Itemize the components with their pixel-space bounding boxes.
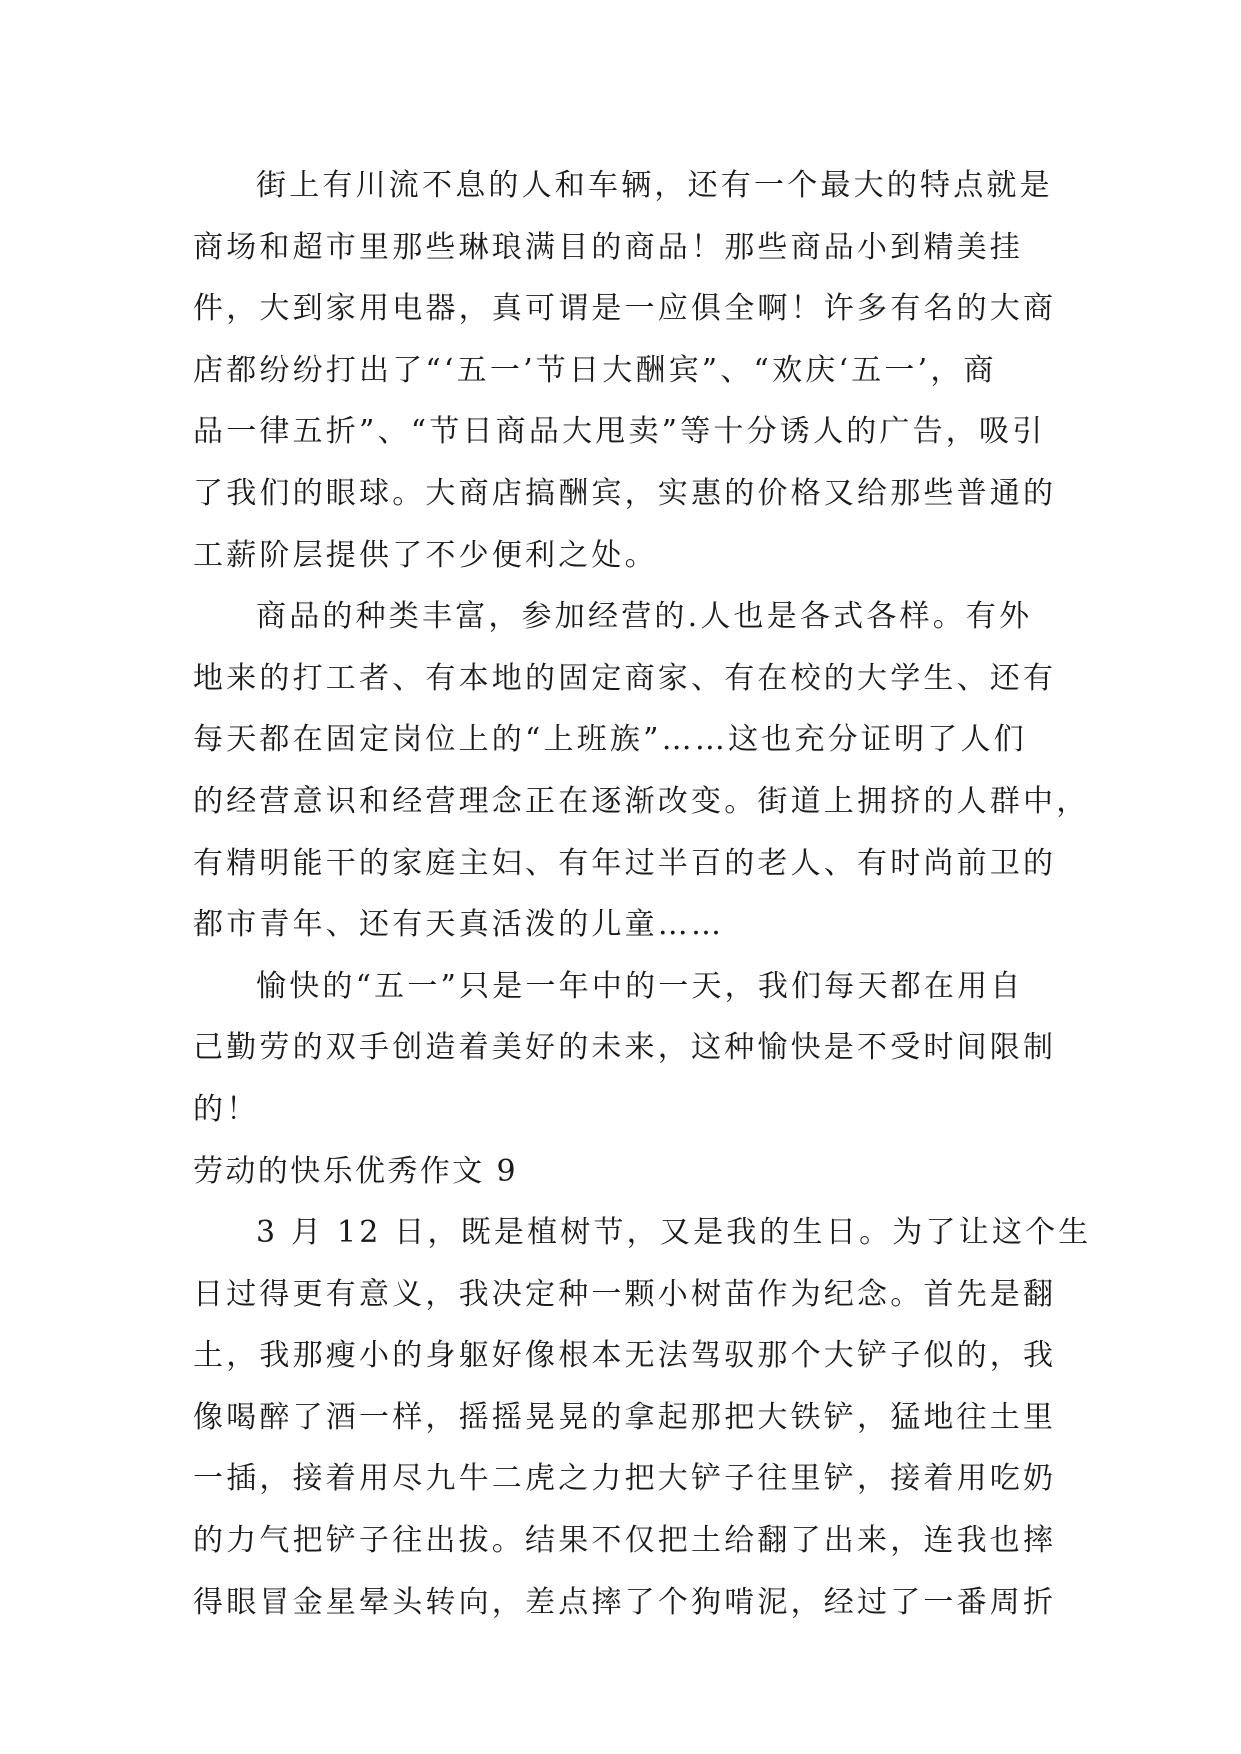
text-line: 己勤劳的双手创造着美好的未来，这种愉快是不受时间限制 <box>193 1030 1057 1066</box>
text-line: 街上有川流不息的人和车辆，还有一个最大的特点就是 <box>256 168 1053 203</box>
text-line: 像喝醉了酒一样，摇摇晃晃的拿起那把大铁铲，猛地往土里 <box>193 1399 1057 1435</box>
section-title: 劳动的快乐优秀作文 9 <box>193 1153 519 1189</box>
text-line: 得眼冒金星晕头转向，差点摔了个狗啃泥，经过了一番周折 <box>193 1584 1057 1620</box>
text-line: 愉快的“五一”只是一年中的一天，我们每天都在用自 <box>256 968 1024 1004</box>
text-line: 商品的种类丰富，参加经营的.人也是各式各样。有外 <box>256 599 1033 635</box>
text-line: 一插，接着用尽九牛二虎之力把大铲子往里铲，接着用吃奶 <box>193 1461 1057 1497</box>
text-line: 件，大到家用电器，真可谓是一应俱全啊！许多有名的大商 <box>193 291 1057 327</box>
document-body <box>193 155 1092 1633</box>
text-line: 的力气把铲子往出拔。结果不仅把土给翻了出来，连我也摔 <box>193 1523 1057 1559</box>
text-line: 的经营意识和经营理念正在逐渐改变。街道上拥挤的人群中， <box>193 783 1090 819</box>
text-line: 土，我那瘦小的身躯好像根本无法驾驭那个大铲子似的，我 <box>193 1338 1057 1374</box>
text-line: 有精明能干的家庭主妇、有年过半百的老人、有时尚前卫的 <box>193 845 1057 881</box>
text-line: 的！ <box>193 1091 260 1127</box>
text-line: 商场和超市里那些琳琅满目的商品！那些商品小到精美挂 <box>193 229 1023 265</box>
text-line: 都市青年、还有天真活泼的儿童…… <box>193 907 725 943</box>
text-line: 店都纷纷打出了“‘五一’节日大酬宾”、“欢庆‘五一’，商 <box>193 352 997 388</box>
text-line: 工薪阶层提供了不少便利之处。 <box>193 537 658 573</box>
text-line: 品一律五折”、“节日商品大甩卖”等十分诱人的广告，吸引 <box>193 414 1046 450</box>
text-line: 地来的打工者、有本地的固定商家、有在校的大学生、还有 <box>193 660 1057 696</box>
text-line: 日过得更有意义，我决定种一颗小树苗作为纪念。首先是翻 <box>193 1276 1057 1312</box>
text-line: 每天都在固定岗位上的“上班族”……这也充分证明了人们 <box>193 722 1027 758</box>
text-line: 3 月 12 日，既是植树节，又是我的生日。为了让这个生 <box>256 1215 1092 1251</box>
text-line: 了我们的眼球。大商店搞酬宾，实惠的价格又给那些普通的 <box>193 475 1057 511</box>
